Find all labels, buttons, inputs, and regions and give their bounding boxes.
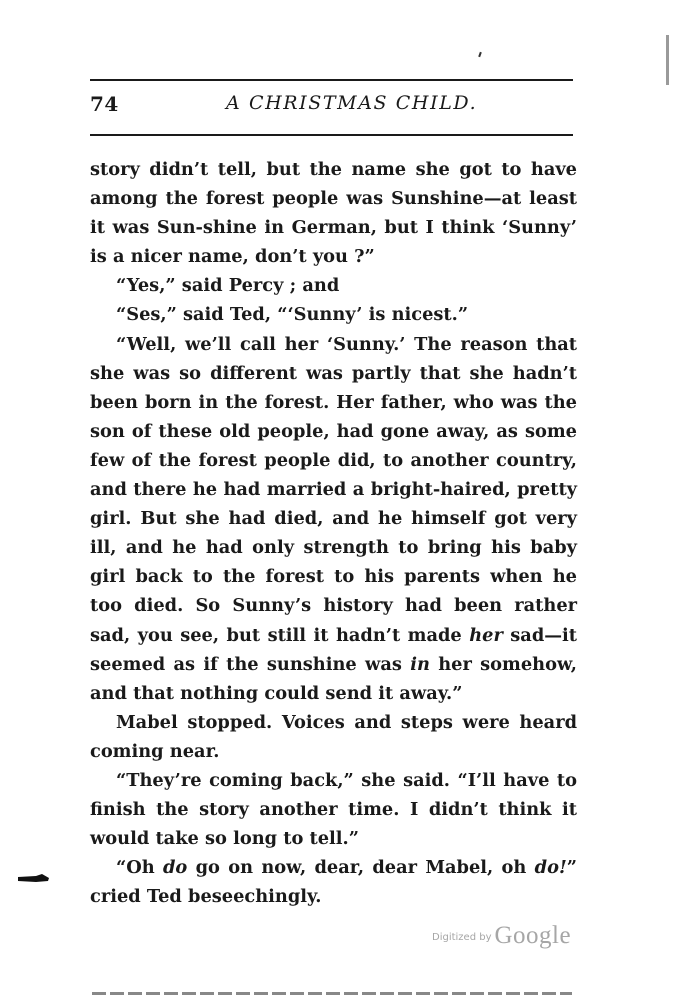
italic-text: do [162, 857, 188, 879]
text-run: ” cried Ted beseechingly. [90, 857, 577, 908]
paragraph [90, 853, 577, 911]
text-run: “Ses,” said Ted, “‘Sunny’ is nicest.” [116, 304, 469, 326]
text-run: “Well, we’ll call her ‘Sunny.’ The reason that she was so different was partly that she hadn’t been born in the forest. Her father, who was the son of these old people, had gone away, as some few of the forest people did, to another country, and there he had married a bright-haired, pretty girl. But she had died, and he himself got very ill, and he had only strength to bring his baby girl back to the forest to his parents when he too died. So Sunny’s history had been rather sad, you see, but still it hadn’t made [90, 333, 577, 646]
text-run: sad—it seemed as if the sunshine was [90, 624, 577, 675]
page-number: 74 [90, 92, 119, 116]
digitized-watermark [432, 922, 571, 950]
next-page-bleed [92, 992, 572, 995]
text-run: “They’re coming back,” she said. “I’ll have to finish the story another time. I didn’t think it would take so long to tell.” [90, 769, 577, 850]
page-header [90, 92, 573, 122]
italic-text: in [410, 653, 430, 675]
paragraph [90, 271, 577, 300]
pointing-hand-icon [18, 874, 50, 884]
text-run: story didn’t tell, but the name she got to have among the forest people was Sunshine—at least it was Sun-shine in German, but I think ‘Sunny’ is a nicer name, don’t you ?” [90, 159, 577, 268]
header-rule-top [90, 79, 573, 81]
text-run: “Yes,” said Percy ; and [116, 275, 340, 297]
text-run: her somehow, and that nothing could send it away.” [90, 653, 577, 704]
italic-text: do! [534, 857, 567, 879]
paragraph [90, 300, 577, 329]
text-run: “Oh [116, 857, 163, 879]
paragraph [90, 330, 577, 708]
stray-mark [478, 52, 482, 57]
text-run: go on now, dear, dear Mabel, oh [187, 857, 535, 879]
header-rule-bottom [90, 134, 573, 136]
italic-text: her [469, 624, 503, 646]
watermark-prefix: Digitized by [432, 932, 492, 943]
paragraph [90, 766, 577, 853]
body-text [90, 155, 577, 911]
paragraph [90, 708, 577, 766]
paragraph [90, 155, 577, 271]
page-edge-shadow [666, 35, 669, 85]
running-title: A CHRISTMAS CHILD. [226, 92, 478, 114]
text-run: Mabel stopped. Voices and steps were heard coming near. [90, 711, 577, 762]
watermark-brand: Google [494, 922, 572, 949]
